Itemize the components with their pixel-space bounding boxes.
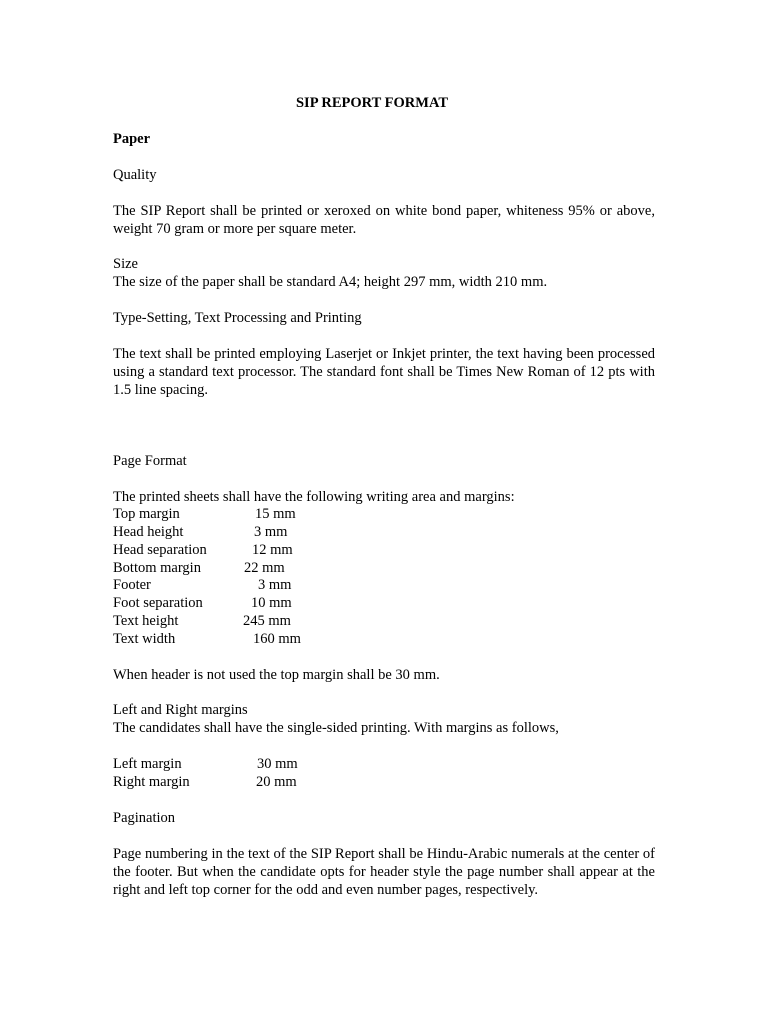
page-format-note: When header is not used the top margin shall be 30 mm. <box>113 667 440 683</box>
side-margin-value: 30 mm <box>257 756 298 772</box>
paragraph-size: The size of the paper shall be standard A4; height 297 mm, width 210 mm. <box>113 274 548 290</box>
margin-row <box>113 559 513 577</box>
page-format-intro: The printed sheets shall have the following writing area and margins: <box>113 489 515 505</box>
document-title: SIP REPORT FORMAT <box>295 95 449 111</box>
margin-row <box>113 630 513 648</box>
subheading-pagination: Pagination <box>113 810 176 826</box>
margin-label: Foot separation <box>113 595 203 611</box>
subheading-quality: Quality <box>113 167 157 183</box>
side-margin-row <box>113 773 513 791</box>
margin-label: Footer <box>113 577 151 593</box>
margin-row <box>113 612 513 630</box>
margin-value: 160 mm <box>253 631 301 647</box>
subheading-left-right-margins: Left and Right margins <box>113 702 248 718</box>
margin-label: Bottom margin <box>113 560 201 576</box>
side-margin-value: 20 mm <box>256 774 297 790</box>
margin-label: Top margin <box>113 506 180 522</box>
subheading-size: Size <box>113 256 138 272</box>
margin-value: 3 mm <box>254 524 288 540</box>
side-margin-row <box>113 755 513 773</box>
subheading-page-format: Page Format <box>113 453 187 469</box>
margin-value: 245 mm <box>243 613 291 629</box>
paragraph-pagination: Page numbering in the text of the SIP Report shall be Hindu-Arabic numerals at the center of the footer. But when the candidate opts for header style the page number shall appear at the right and left top corner for the odd and even number pages, respectively. <box>113 846 655 898</box>
margin-row <box>113 576 513 594</box>
margin-label: Head separation <box>113 542 207 558</box>
margin-value: 12 mm <box>252 542 293 558</box>
left-right-margins-intro: The candidates shall have the single-sided printing. With margins as follows, <box>113 720 559 736</box>
paragraph-typesetting: The text shall be printed employing Laserjet or Inkjet printer, the text having been processed using a standard text processor. The standard font shall be Times New Roman of 12 pts with 1.5 line spacing. <box>113 346 655 398</box>
side-margin-label: Right margin <box>113 774 190 790</box>
margin-label: Text height <box>113 613 179 629</box>
margin-label: Text width <box>113 631 176 647</box>
margin-value: 3 mm <box>258 577 292 593</box>
margin-value: 10 mm <box>251 595 292 611</box>
subheading-typesetting: Type-Setting, Text Processing and Printing <box>113 310 362 326</box>
margin-row <box>113 505 513 523</box>
side-margin-label: Left margin <box>113 756 182 772</box>
margin-value: 15 mm <box>255 506 296 522</box>
margin-row <box>113 594 513 612</box>
section-heading-paper: Paper <box>113 131 151 147</box>
margin-row <box>113 523 513 541</box>
margin-label: Head height <box>113 524 184 540</box>
paragraph-quality: The SIP Report shall be printed or xeroxed on white bond paper, whiteness 95% or above, weight 70 gram or more per square meter. <box>113 203 655 237</box>
margin-row <box>113 541 513 559</box>
margin-value: 22 mm <box>244 560 285 576</box>
